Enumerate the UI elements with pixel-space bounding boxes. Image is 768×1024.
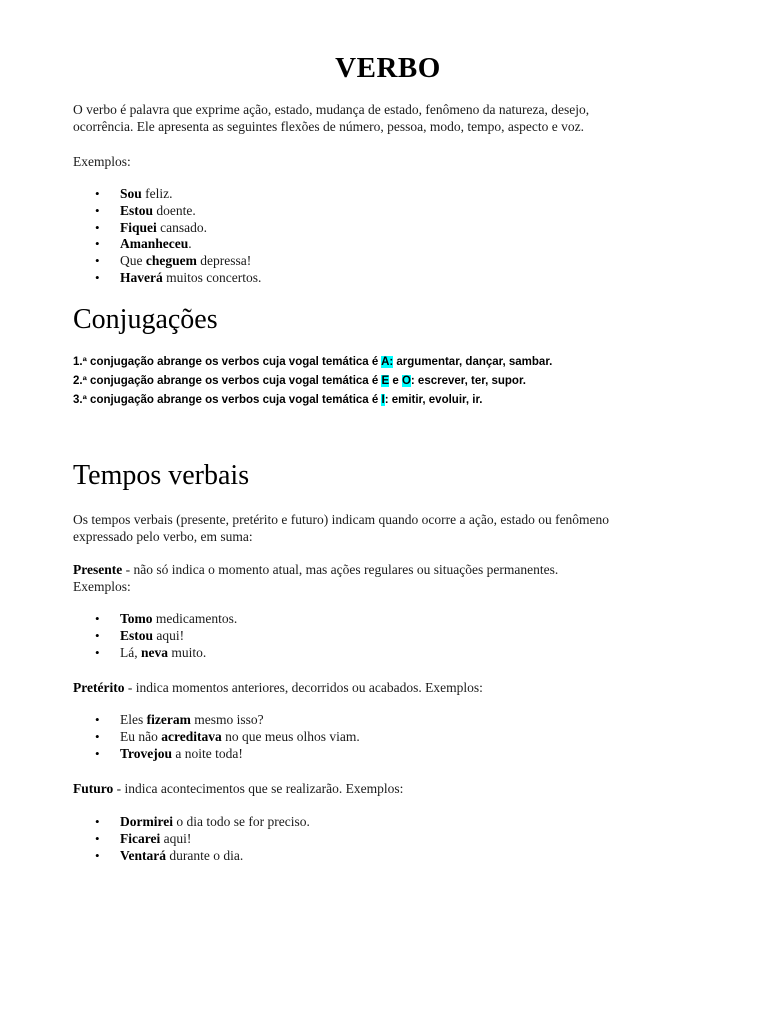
intro-line-1: O verbo é palavra que exprime ação, estado, mudança de estado, fenômeno da natureza, desejo,	[73, 102, 590, 117]
list-item: • Tomo medicamentos.	[73, 611, 237, 628]
list-item: • Ventará durante o dia.	[73, 848, 310, 865]
tempos-intro: Os tempos verbais (presente, pretérito e futuro) indicam quando ocorre a ação, estado ou fenômeno expressado pelo verbo, em suma:	[73, 512, 610, 544]
intro-paragraph	[73, 101, 589, 135]
presente-paragraph: Presente - não só indica o momento atual, mas ações regulares ou situações permanentes. Exemplos:	[73, 562, 559, 594]
futuro-label: Futuro	[73, 781, 114, 796]
conjugation-line-1: 1.ª conjugação abrange os verbos cuja vogal temática é A: argumentar, dançar, sambar.	[73, 356, 553, 368]
list-item: • Estou aqui!	[73, 628, 237, 645]
list-item: • Fiquei cansado.	[73, 220, 261, 237]
list-item: • Sou feliz.	[73, 186, 261, 203]
vowel-highlight: I	[381, 394, 385, 406]
conjugation-line-2: 2.ª conjugação abrange os verbos cuja vogal temática é E e O: escrever, ter, supor.	[73, 375, 526, 387]
presente-label: Presente	[73, 562, 123, 577]
list-item: • Que cheguem depressa!	[73, 253, 261, 270]
tempos-heading: Tempos verbais	[73, 460, 250, 491]
list-item: • Haverá muitos concertos.	[73, 270, 261, 287]
presente-examples-list	[73, 611, 237, 661]
conjugacoes-heading: Conjugações	[73, 304, 218, 335]
list-item: • Eu não acreditava no que meus olhos viam.	[73, 729, 360, 746]
examples-list	[73, 186, 261, 287]
vowel-highlight: O	[401, 375, 411, 387]
list-item: • Estou doente.	[73, 203, 261, 220]
list-item: • Ficarei aqui!	[73, 831, 310, 848]
list-item: • Eles fizeram mesmo isso?	[73, 712, 360, 729]
preterito-examples-list	[73, 712, 360, 762]
list-item: • Trovejou a noite toda!	[73, 746, 360, 763]
list-item: • Lá, neva muito.	[73, 645, 237, 662]
intro-line-2: ocorrência. Ele apresenta as seguintes flexões de número, pessoa, modo, tempo, aspecto e voz.	[73, 119, 584, 134]
vowel-highlight: A:	[381, 356, 394, 368]
examples-label: Exemplos:	[73, 154, 131, 169]
futuro-examples-list	[73, 814, 310, 864]
preterito-label: Pretérito	[73, 680, 125, 695]
preterito-paragraph: Pretérito - indica momentos anteriores, decorridos ou acabados. Exemplos:	[73, 680, 483, 695]
conjugation-line-3: 3.ª conjugação abrange os verbos cuja vogal temática é I: emitir, evoluir, ir.	[73, 394, 483, 406]
page-title: VERBO	[335, 52, 441, 84]
vowel-highlight: E	[381, 375, 390, 387]
list-item: • Dormirei o dia todo se for preciso.	[73, 814, 310, 831]
futuro-paragraph: Futuro - indica acontecimentos que se realizarão. Exemplos:	[73, 781, 404, 796]
list-item: • Amanheceu.	[73, 236, 261, 253]
